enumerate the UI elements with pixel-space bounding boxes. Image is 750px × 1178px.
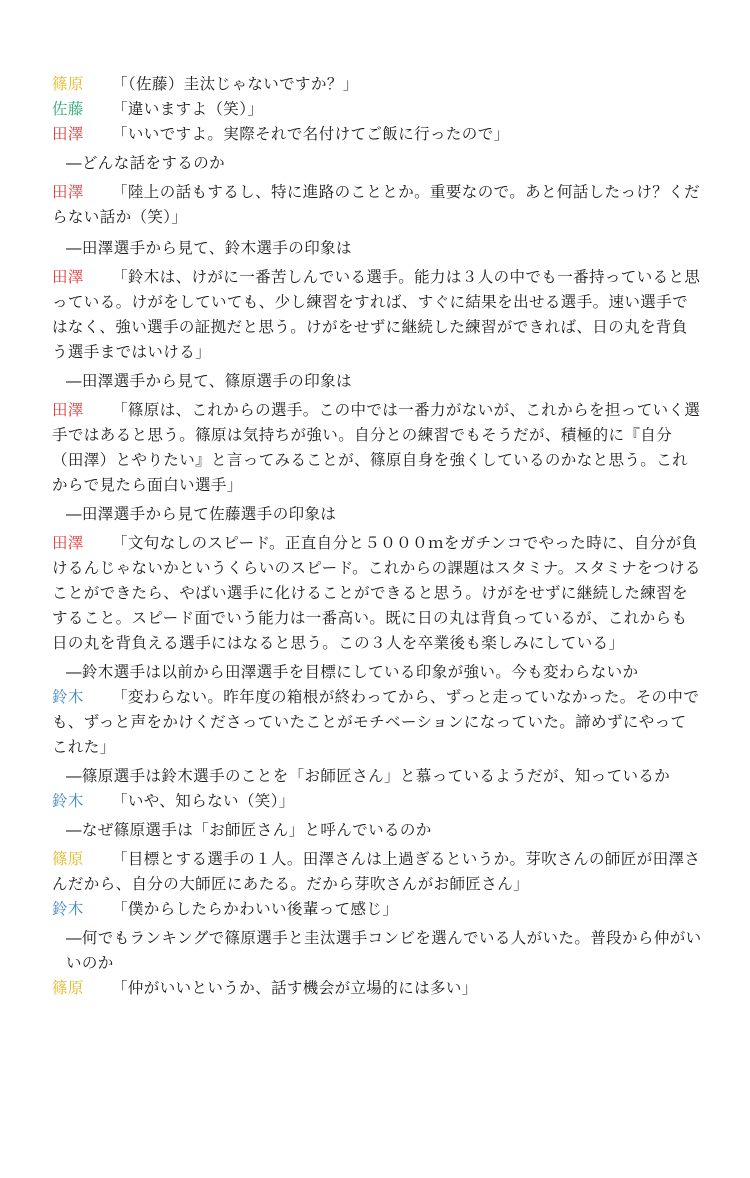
speaker-name: 篠原 xyxy=(52,850,84,868)
interview-question: ―どんな話をするのか xyxy=(66,154,226,172)
dialogue-line xyxy=(52,97,702,122)
dialogue-line xyxy=(52,122,702,147)
dialogue-text: 「篠原は、これからの選手。この中では一番力がないが、これからを担っていく選手ではあると思う。篠原は気持ちが強い。自分との練習でもそうだが、積極的に『自分（田澤）とやりたい』と言ってみることが、篠原自身を強くしているのかなと思う。これからで見たら面白い選手」 xyxy=(52,401,701,494)
interview-question: ―田澤選手から見て、鈴木選手の印象は xyxy=(66,239,352,257)
speaker-name: 田澤 xyxy=(52,534,84,552)
dialogue-line xyxy=(52,72,702,97)
dialogue-line xyxy=(52,897,702,922)
interview-question: ―田澤選手から見て佐藤選手の印象は xyxy=(66,505,337,523)
dialogue-text: 「鈴木は、けがに一番苦しんでいる選手。能力は３人の中でも一番持っていると思っている。けがをしていても、少し練習をすれば、すぐに結果を出せる選手。速い選手ではなく、強い選手の証拠だと思う。けがをせずに継続した練習ができれば、日の丸を背負う選手まではいける」 xyxy=(52,268,701,361)
speaker-name: 篠原 xyxy=(52,75,84,93)
speaker-name: 田澤 xyxy=(52,401,84,419)
dialogue-text: 「僕からしたらかわいい後輩って感じ」 xyxy=(112,900,399,918)
dialogue-text: 「目標とする選手の１人。田澤さんは上過ぎるというか。芽吹さんの師匠が田澤さんだから、自分の大師匠にあたる。だから芽吹さんがお師匠さん」 xyxy=(52,850,701,893)
dialogue-line xyxy=(52,847,702,897)
interview-question: ―なぜ篠原選手は「お師匠さん」と呼んでいるのか xyxy=(66,821,432,839)
dialogue-text: 「（佐藤）圭汰じゃないですか？」 xyxy=(112,75,359,93)
interview-transcript xyxy=(52,72,702,1001)
speaker-name: 田澤 xyxy=(52,125,84,143)
dialogue-line xyxy=(52,398,702,498)
dialogue-line xyxy=(52,976,702,1001)
speaker-name: 鈴木 xyxy=(52,900,84,918)
speaker-name: 佐藤 xyxy=(52,100,84,118)
dialogue-line xyxy=(52,180,702,230)
dialogue-text: 「いいですよ。実際それで名付けてご飯に行ったので」 xyxy=(112,125,510,143)
dialogue-text: 「違いますよ（笑）」 xyxy=(112,100,264,118)
dialogue-line xyxy=(52,685,702,760)
speaker-name: 鈴木 xyxy=(52,792,84,810)
speaker-name: 田澤 xyxy=(52,268,84,286)
dialogue-line xyxy=(52,531,702,656)
speaker-name: 鈴木 xyxy=(52,688,84,706)
interview-question: ―田澤選手から見て、篠原選手の印象は xyxy=(66,372,352,390)
interview-question: ―何でもランキングで篠原選手と圭汰選手コンビを選んでいる人がいた。普段から仲がいいのか xyxy=(66,929,702,972)
dialogue-line xyxy=(52,265,702,365)
dialogue-text: 「文句なしのスピード。正直自分と５０００ｍをガチンコでやった時に、自分が負けるんじゃないかというくらいのスピード。これからの課題はスタミナ。スタミナをつけることができたら、やばい選手に化けることができると思う。けがをせずに継続した練習をすること。スピード面でいう能力は一番高い。既に日の丸は背負っているが、これからも日の丸を背負える選手にはなると思う。この３人を卒業後も楽しみにしている」 xyxy=(52,534,701,652)
dialogue-line xyxy=(52,789,702,814)
dialogue-text: 「変わらない。昨年度の箱根が終わってから、ずっと走っていなかった。その中でも、ずっと声をかけくださっていたことがモチベーションになっていた。諦めずにやってこれた」 xyxy=(52,688,700,756)
speaker-name: 田澤 xyxy=(52,183,84,201)
dialogue-text: 「仲がいいというか、話す機会が立場的には多い」 xyxy=(112,979,478,997)
dialogue-text: 「陸上の話もするし、特に進路のこととか。重要なので。あと何話したっけ？くだらない話か（笑）」 xyxy=(52,183,700,226)
interview-question: ―篠原選手は鈴木選手のことを「お師匠さん」と慕っているようだが、知っているか xyxy=(66,767,671,785)
interview-question: ―鈴木選手は以前から田澤選手を目標にしている印象が強い。今も変わらないか xyxy=(66,663,639,681)
dialogue-text: 「いや、知らない（笑）」 xyxy=(112,792,295,810)
speaker-name: 篠原 xyxy=(52,979,84,997)
